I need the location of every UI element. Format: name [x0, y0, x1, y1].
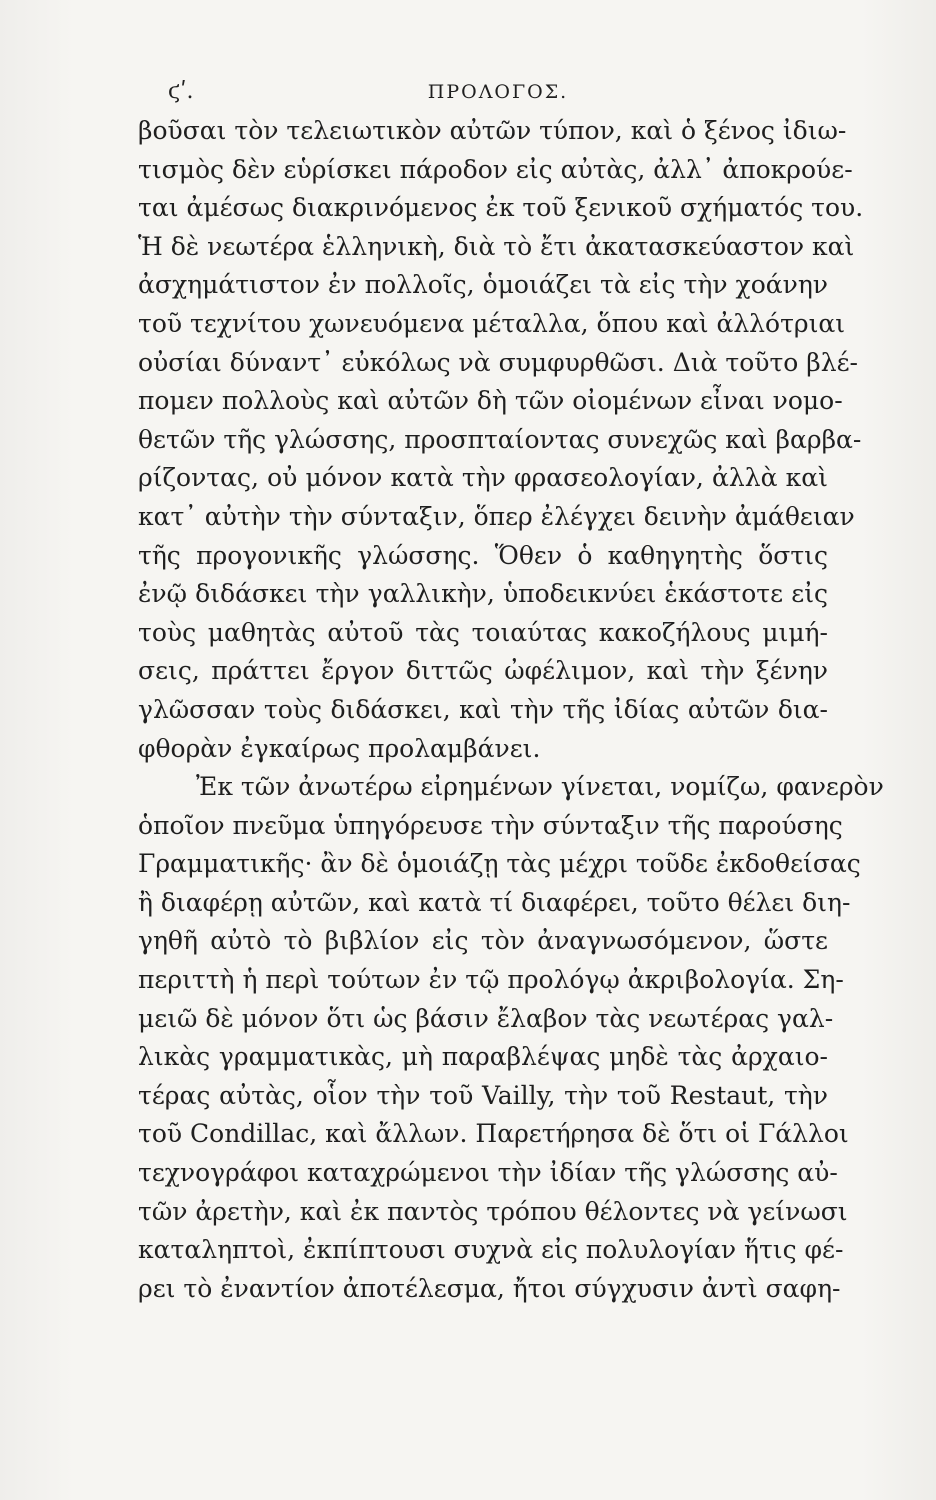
- text-line: οὐσίαι δύναντ᾽ εὐκόλως νὰ συμφυρθῶσι. Διὰ τοῦτο βλέ-: [138, 347, 858, 377]
- text-line: σεις, πράττει ἔργον διττῶς ὠφέλιμον, καὶ τὴν ξένην: [138, 656, 828, 686]
- text-line: κατ᾽ αὐτὴν τὴν σύνταξιν, ὅπερ ἐλέγχει δεινὴν ἀμάθειαν: [138, 501, 855, 531]
- paragraph-end-line: φθορὰν ἐγκαίρως προλαμβάνει.: [138, 733, 541, 763]
- text-line: τοῦ Condillac, καὶ ἄλλων. Παρετήρησα δὲ ὅτι οἱ Γάλλοι: [138, 1119, 849, 1149]
- text-line: μειῶ δὲ μόνον ὅτι ὡς βάσιν ἔλαβον τὰς νεωτέρας γαλ-: [138, 1003, 834, 1033]
- text-line: ἢ διαφέρῃ αὐτῶν, καὶ κατὰ τί διαφέρει, τοῦτο θέλει διη-: [138, 887, 851, 917]
- text-line: ἐνῷ διδάσκει τὴν γαλλικὴν, ὑποδεικνύει ἑκάστοτε εἰς: [138, 579, 828, 609]
- text-line: ἀσχημάτιστον ἐν πολλοῖς, ὁμοιάζει τὰ εἰς τὴν χοάνην: [138, 270, 828, 300]
- text-line: τῶν ἀρετὴν, καὶ ἐκ παντὸς τρόπου θέλοντες νὰ γείνωσι: [138, 1196, 848, 1226]
- text-line: λικὰς γραμματικὰς, μὴ παραβλέψας μηδὲ τὰς ἀρχαιο-: [138, 1042, 828, 1072]
- text-line: γηθῆ αὐτὸ τὸ βιβλίον εἰς τὸν ἀναγνωσόμενον, ὥστε: [138, 926, 828, 956]
- text-line: πομεν πολλοὺς καὶ αὐτῶν δὴ τῶν οἰομένων εἶναι νομο-: [138, 386, 843, 416]
- text-line: ὁποῖον πνεῦμα ὑπηγόρευσε τὴν σύνταξιν τῆς παρούσης: [138, 810, 843, 840]
- text-line: τοὺς μαθητὰς αὐτοῦ τὰς τοιαύτας κακοζήλους μιμή-: [138, 617, 828, 647]
- text-line: τῆς προγονικῆς γλώσσης. Ὅθεν ὁ καθηγητὴς ὅστις: [138, 540, 828, 570]
- text-line: γλῶσσαν τοὺς διδάσκει, καὶ τὴν τῆς ἰδίας αὐτῶν δια-: [138, 694, 828, 724]
- text-line: Γραμματικῆς· ἂν δὲ ὁμοιάζῃ τὰς μέχρι τοῦδε ἐκδοθείσας: [138, 849, 861, 879]
- text-line: Ἡ δὲ νεωτέρα ἑλληνικὴ, διὰ τὸ ἔτι ἀκατασκεύαστον καὶ: [138, 231, 855, 261]
- text-line: καταληπτοὶ, ἐκπίπτουσι συχνὰ εἰς πολυλογίαν ἥτις φέ-: [138, 1235, 844, 1265]
- paragraph-start-line: Ἐκ τῶν ἀνωτέρω εἰρημένων γίνεται, νομίζω, φανερὸν: [196, 772, 884, 802]
- text-line: ται ἀμέσως διακρινόμενος ἐκ τοῦ ξενικοῦ σχήματός του.: [138, 193, 864, 223]
- page-header: [168, 78, 828, 108]
- text-line: τοῦ τεχνίτου χωνευόμενα μέταλλα, ὅπου καὶ ἀλλότριαι: [138, 308, 846, 338]
- body-text: [138, 112, 884, 1308]
- text-line: τεχνογράφοι καταχρώμενοι τὴν ἰδίαν τῆς γλώσσης αὐ-: [138, 1158, 838, 1188]
- text-line: θετῶν τῆς γλώσσης, προσπταίοντας συνεχῶς καὶ βαρβα-: [138, 424, 862, 454]
- text-line: περιττὴ ἡ περὶ τούτων ἐν τῷ προλόγῳ ἀκριβολογία. Ση-: [138, 965, 844, 995]
- running-title: ΠΡΟΛΟΓΟΣ.: [427, 81, 569, 103]
- text-line: ρίζοντας, οὐ μόνον κατὰ τὴν φρασεολογίαν, ἀλλὰ καὶ: [138, 463, 828, 493]
- text-line: τέρας αὐτὰς, οἷον τὴν τοῦ Vailly, τὴν τοῦ Restaut, τὴν: [138, 1080, 828, 1110]
- text-line: βοῦσαι τὸν τελειωτικὸν αὐτῶν τύπον, καὶ ὁ ξένος ἰδιω-: [138, 116, 847, 145]
- page-number: ϛʹ.: [168, 79, 194, 104]
- text-line: ρει τὸ ἐναντίον ἀποτέλεσμα, ἤτοι σύγχυσιν ἀντὶ σαφη-: [138, 1273, 841, 1303]
- text-line: τισμὸς δὲν εὑρίσκει πάροδον εἰς αὐτὰς, ἀλλ᾽ ἀποκρούε-: [138, 154, 853, 184]
